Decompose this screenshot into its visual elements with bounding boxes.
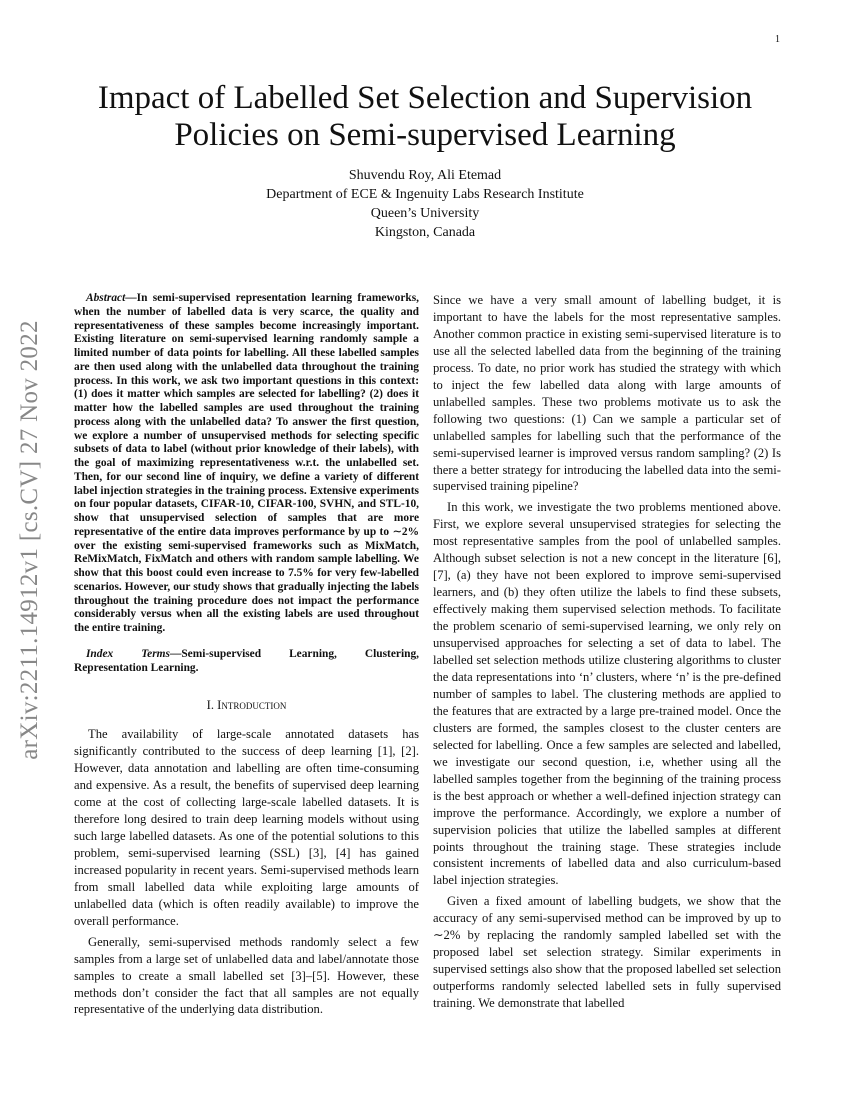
intro-paragraph-1: The availability of large-scale annotated datasets has significantly contributed to the success of deep learning [1], [2]. However, data annotation and labelling are often time-consuming and expensive. As a result, the benefits of supervised deep learning come at the cost of collecting large-scale labelled datasets. It is therefore long desired to train deep learning models without using such large labelled datasets. As one of the potential solutions to this problem, semi-supervised learning (SSL) [3], [4] has gained increased popularity in recent years. Semi-supervised methods learn from small labelled data while exploiting large amounts of unlabelled data (which is often readily available) to improve the overall performance. [74,727,419,928]
intro-paragraph-5: Given a fixed amount of labelling budgets, we show that the accuracy of any semi-supervised method can be improved by up to ∼2% by replacing the randomly sampled labelled set with the proposed label set selection strategy. Similar experiments in supervised settings also show that the proposed labelled set selection outperforms randomly selected labelled sets in fully supervised training. We demonstrate that labelled [433,894,781,1011]
intro-paragraph-4: In this work, we investigate the two problems mentioned above. First, we explore several unsupervised strategies for selecting the most representative samples from the pool of unlabelled samples. Although subset selection is not a new concept in the literature [6], [7], (a) they have not been explored to improve semi-supervised learners, and (b) they often utilize the labels to find these subsets, effectively making them supervised selection methods. To facilitate the problem scenario of semi-supervised learning, we only rely on unsupervised approaches for selecting a set of data to label. The labelled set selection methods utilize clustering algorithms to cluster the data representations into ‘n’ clusters, where ‘n’ is the pre-defined number of samples to label. The clustering methods are applied to the features that are extracted by a large pre-trained model. Once the clusters are formed, the samples closest to the cluster centers are selected for labelling. Once a few samples are selected and labelled, we investigate our second question, i.e, whether using all the labelled samples together from the beginning of the training process is the best approach or whether a well-defined injection strategy can improve the performance. Accordingly, we explore a number of supervision policies that utilize the labelled samples at different points throughout the training stage. These strategies include consistent increments of labelled data and also curriculum-based label injection strategies. [433,500,781,888]
index-terms [74,648,419,676]
arxiv-watermark [4,290,56,790]
left-column [74,292,419,1018]
abstract [74,292,419,636]
section-numeral: I. [206,698,218,713]
author-block [60,166,790,242]
abstract-label: Abstract [86,292,126,304]
intro-paragraph-3: Since we have a very small amount of labelling budget, it is important to have the labels for the most representative samples. Another common practice in existing semi-supervised literature is to use all the selected labelled data from the beginning of the training process. To date, no prior work has studied the strategy with which to inject the few labelled data along with large amounts of unlabelled samples. These two problems motivate us to ask the following two questions: (1) Can we sample a particular set of unlabelled samples for labelling such that the performance of the semi-supervised learner is improved versus random sampling? (2) Is there a better strategy for introducing the labelled data into the semi-supervised training pipeline? [433,293,781,494]
section-title: Introduction [217,698,287,713]
index-terms-label: Index Terms [86,647,170,660]
author-location: Kingston, Canada [374,225,476,240]
page-number: 1 [775,34,780,45]
right-column [433,292,781,1012]
abstract-text: —In semi-supervised representation learning frameworks, when the number of labelled data is very scarce, the quality and representativeness of these samples become increasingly important. Existing literature on semi-supervised learning randomly sample a limited number of data points for labelling. All these labelled samples are then used along with the unlabelled data throughout the training process. In this work, we ask two important questions in this context: (1) does it matter which samples are selected for labelling? (2) does it matter how the labelled samples are used throughout the training process along with the unlabelled data? To answer the first question, we explore a number of unsupervised methods for selecting specific subsets of data to label (without prior knowledge of their labels), with the goal of maximizing representativeness w.r.t. the unlabelled set. Then, for our second line of inquiry, we define a variety of different label injection strategies in the training process. Extensive experiments on four popular datasets, CIFAR-10, CIFAR-100, SVHN, and STL-10, show that unsupervised selection of samples that are more representative of the entire data improves performance by up to ∼2% over the existing semi-supervised frameworks such as MixMatch, ReMixMatch, FixMatch and others with random sample labelling. We show that this boost could even increase to 7.5% for very few-labelled scenarios. However, our study shows that gradually injecting the labels throughout the training procedure does not impact the performance considerably versus when all the existing labels are used throughout the entire training. [74,292,419,634]
index-terms-text: —Semi-supervised Learning, Clustering, Representation Learning. [74,647,419,674]
paper-title: Impact of Labelled Set Selection and Supervision Policies on Semi-supervised Learning [97,80,753,153]
author-names: Shuvendu Roy, Ali Etemad [348,168,502,183]
arxiv-identifier: arXiv:2211.14912v1 [cs.CV] 27 Nov 2022 [16,320,44,760]
intro-paragraph-2: Generally, semi-supervised methods randomly select a few samples from a large set of unlabelled data and label/annotate those samples to create a small labelled set [3]–[5]. However, these methods don’t consider the fact that all samples are not equally representative of the underlying data distribution. [74,934,419,1017]
section-heading-introduction [74,697,419,714]
author-affiliation: Department of ECE & Ingenuity Labs Research Institute [266,187,584,202]
author-university: Queen’s University [370,206,480,221]
